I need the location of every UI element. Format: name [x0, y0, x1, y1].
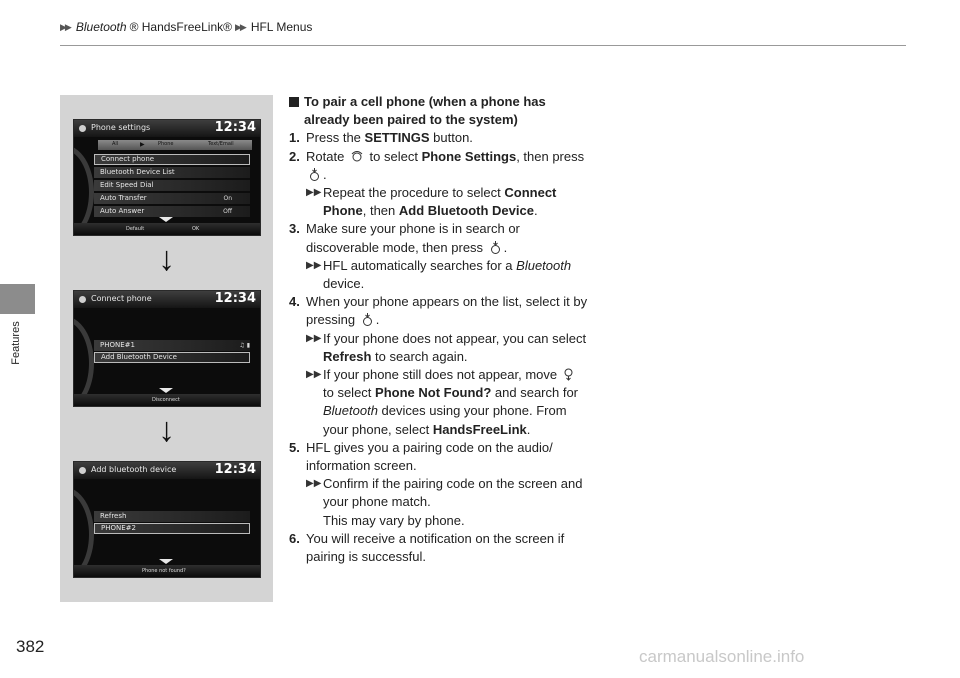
substep-arrow-icon: ▶▶ [306, 478, 322, 490]
screen-title-bar [74, 462, 260, 479]
screen-bottom-bar [74, 223, 260, 235]
breadcrumb-item-bluetooth[interactable]: Bluetooth [75, 20, 127, 34]
tab-all[interactable]: All [112, 141, 119, 147]
menu-item-bluetooth-device-list[interactable]: Bluetooth Device List [94, 167, 250, 178]
screen-add-bluetooth-device [73, 461, 261, 578]
screen-connect-phone [73, 290, 261, 407]
screen-title: Connect phone [91, 294, 152, 303]
screen-clock: 12:34 [214, 462, 256, 477]
chevron-down-icon [159, 559, 173, 564]
screen-clock: 12:34 [214, 291, 256, 306]
page-number: 382 [16, 637, 45, 656]
ok-button[interactable]: OK [192, 226, 200, 232]
screen-title-bar [74, 120, 260, 137]
watermark: carmanualsonline.info [639, 647, 805, 666]
step-1: 1. Press the SETTINGS button. [289, 130, 473, 146]
section-tab[interactable] [0, 284, 35, 314]
press-knob-icon [362, 313, 373, 326]
substep-arrow-icon: ▶▶ [306, 187, 322, 199]
menu-dot-icon [79, 467, 86, 474]
screen-title: Add bluetooth device [91, 465, 177, 474]
step-6: 6. You will receive a notification on the screen if pairing is successful. [289, 530, 565, 565]
rotate-knob-icon [351, 150, 363, 163]
disconnect-button[interactable]: Disconnect [152, 397, 180, 403]
auto-transfer-value: On [223, 195, 232, 202]
menu-item-add-bluetooth-device[interactable]: Add Bluetooth Device [94, 352, 250, 363]
substep-arrow-icon: ▶▶ [306, 259, 322, 271]
menu-item-connect-phone[interactable]: Connect phone [94, 154, 250, 165]
step-4-substep-2: ▶▶ If your phone still does not appear, move to select Phone Not Found? and search for Bluetooth devices using your phone. From your phone, select HandsFreeLink. [306, 366, 589, 439]
screen-title-bar [74, 291, 260, 308]
screen-phone-settings [73, 119, 261, 236]
section-label: Features [10, 321, 22, 365]
menu-item-auto-transfer[interactable]: Auto Transfer [94, 193, 250, 204]
substep-arrow-icon: ▶▶ [306, 332, 322, 344]
instructions [289, 93, 589, 566]
menu-dot-icon [79, 125, 86, 132]
device-item-phone-2[interactable]: PHONE#2 [94, 523, 250, 534]
chevron-down-icon [159, 217, 173, 222]
breadcrumb-arrow-icon: ▶▶ [60, 21, 70, 32]
substep-arrow-icon: ▶▶ [306, 369, 322, 381]
menu-item-edit-speed-dial[interactable]: Edit Speed Dial [94, 180, 250, 191]
tab-text-email[interactable]: Text/Email [208, 141, 234, 147]
screen-tabs [98, 140, 252, 150]
header-divider [60, 45, 906, 46]
screen-clock: 12:34 [214, 120, 256, 135]
audio-status-icon: ♫ ▮ [239, 342, 250, 349]
menu-item-refresh[interactable]: Refresh [94, 511, 250, 522]
step-2-substep: ▶▶ Repeat the procedure to select Connect Phone, then Add Bluetooth Device. [306, 184, 589, 220]
device-item-phone-1[interactable]: PHONE#1 [94, 340, 250, 351]
move-knob-icon [564, 368, 573, 381]
breadcrumb-arrow-icon: ▶▶ [234, 21, 245, 32]
screen-title: Phone settings [91, 123, 151, 132]
auto-answer-value: Off [223, 208, 232, 215]
screen-bottom-bar [74, 394, 260, 406]
play-icon: ▶ [140, 141, 145, 148]
step-3-substep: ▶▶ HFL automatically searches for a Bluetooth device. [306, 257, 589, 293]
arrow-down-icon: ↓ [158, 411, 175, 449]
step-5-substep: ▶▶ Confirm if the pairing code on the screen and your phone match. [306, 475, 589, 511]
arrow-down-icon: ↓ [158, 240, 175, 278]
step-5-note: This may vary by phone. [323, 512, 465, 528]
default-button[interactable]: Default [126, 226, 145, 232]
heading-bullet-icon [289, 97, 299, 107]
step-3: 3. Make sure your phone is in search or discoverable mode, then press . [289, 221, 520, 255]
tab-phone[interactable]: Phone [158, 141, 174, 147]
phone-not-found-button[interactable]: Phone not found? [142, 568, 186, 574]
chevron-down-icon [159, 388, 173, 393]
menu-dot-icon [79, 296, 86, 303]
step-5: 5. HFL gives you a pairing code on the audio/ information screen. [289, 439, 553, 474]
press-knob-icon [490, 241, 501, 254]
section-heading: To pair a cell phone (when a phone has already been paired to the system) [289, 93, 589, 129]
step-4: 4. When your phone appears on the list, select it by pressing . [289, 294, 588, 328]
menu-item-auto-answer[interactable]: Auto Answer [94, 206, 250, 217]
breadcrumb-item-hfl-menus[interactable]: HFL Menus [250, 20, 313, 34]
step-4-substep-1: ▶▶ If your phone does not appear, you can select Refresh to search again. [306, 330, 589, 366]
press-knob-icon [309, 168, 320, 181]
breadcrumb-item-handsfreelink[interactable]: ® HandsFreeLink® [129, 20, 232, 34]
breadcrumb [60, 20, 312, 34]
screen-bottom-bar [74, 565, 260, 577]
step-2: 2. Rotate to select Phone Settings, then press . [289, 148, 585, 182]
